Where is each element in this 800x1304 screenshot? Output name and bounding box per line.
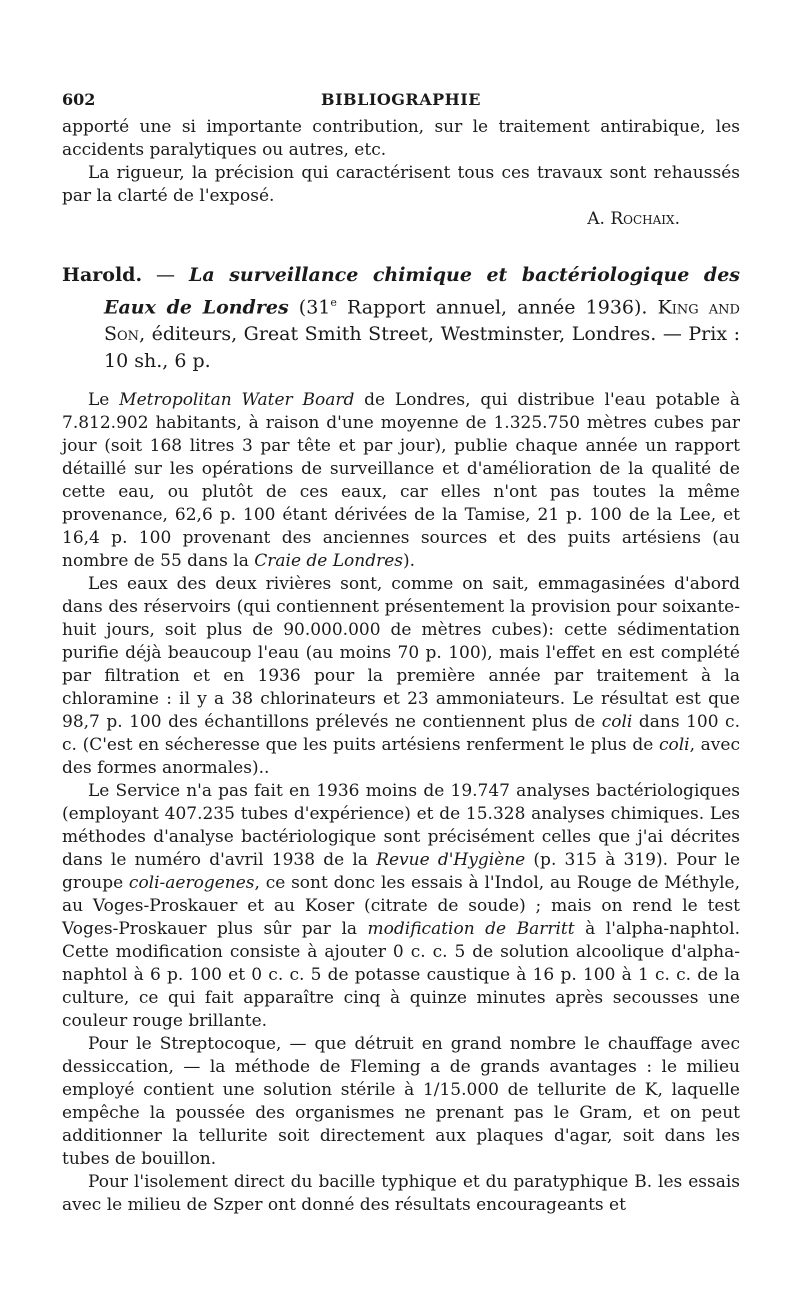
review-paragraph-1 <box>62 389 740 573</box>
text-run: à l'alpha-naphtol. Cette modification consiste à ajouter 0 c. c. 5 de solution alcoolique d'alpha-naphtol à 6 p. 100 et 0 c. c. 5 de potasse caustique à 16 p. 100 à 1 c. c. de la culture, ce qui fait apparaître cinq à quinze minutes après secousses une couleur rouge brillante. <box>62 919 740 1032</box>
entry-detail-a: (31 <box>288 296 331 319</box>
review-paragraph-5: Pour l'isolement direct du bacille typhique et du paratyphique B. les essais avec le milieu de Szper ont donné des résultats encourageants et <box>62 1172 740 1216</box>
italic-run: coli <box>601 712 633 733</box>
page-header <box>62 90 740 116</box>
review-paragraph-4: Pour le Streptocoque, — que détruit en grand nombre le chauffage avec dessiccation, — la méthode de Fleming a de grands avantages : le milieu employé contient une solution stérile à 1/15.000 de tellurite de K, laquelle empêche la poussée des organismes ne prenant pas le Gram, et on peut additionner la tellurite soit directement aux plaques d'agar, soit dans les tubes de bouillon. <box>62 1034 740 1170</box>
italic-run: Craie de Londres <box>254 551 404 572</box>
italic-run: Metropolitan Water Board <box>119 390 355 411</box>
review-paragraph-3 <box>62 780 740 1033</box>
italic-run: modification de Barritt <box>367 919 575 940</box>
signature-line <box>62 208 740 231</box>
previous-review-paragraph: apporté une si importante contribution, sur le traitement antirabique, les accidents paralytiques ou autres, etc. <box>62 117 740 160</box>
book-page <box>62 90 740 1217</box>
text-run: Les eaux des deux rivières sont, comme on sait, emmagasinées d'abord dans des réservoirs (qui contiennent présentement la provision pour soixante-huit jours, soit plus de 90.000.000 de mètres cubes): cette sédimentation purifie déjà beaucoup l'eau (au moins 70 p. 100), mais l'effet en est complété par filtration et en 1936 pour la première année par traitement à la chloramine : il y a 38 chlorinateurs et 23 ammoniateurs. Le résultat est que 98,7 p. 100 des échantillons prélevés ne contiennent plus de <box>62 574 740 733</box>
text-run: , ce sont donc les essais à l'Indol, au Rouge de Méthyle, au Voges-Proskauer et au Koser (citrate de soude) ; mais on rend le test Voges-Proskauer plus sûr par la <box>62 873 740 940</box>
entry-detail-c: , éditeurs, Great Smith Street, Westminster, Londres. — Prix : 10 sh., 6 p. <box>104 323 740 373</box>
entry-publisher: King and Son <box>104 296 740 346</box>
text-run: , avec des formes anormales).. <box>62 735 740 779</box>
entry-dash: — <box>142 264 189 286</box>
bibliography-entry <box>62 262 740 375</box>
running-title: BIBLIOGRAPHIE <box>321 90 481 109</box>
text-run: ). <box>403 551 416 572</box>
entry-detail-superscript: e <box>330 296 337 309</box>
entry-detail-b: Rapport annuel, année 1936). <box>336 296 658 319</box>
text-run: Le Service n'a pas fait en 1936 moins de 19.747 analyses bactériologiques (employant 407.235 tubes d'expérience) et de 15.328 analyses chimiques. Les méthodes d'analyse bactériologique sont précisément celles que j'ai décrites dans le numéro d'avril 1938 de la <box>62 781 740 871</box>
reviewer-signature: A. Rochaix. <box>587 209 680 229</box>
text-run: Le <box>88 390 120 411</box>
italic-run: coli-aerogenes <box>128 873 255 894</box>
previous-review-closing-paragraph: La rigueur, la précision qui caractérisent tous ces travaux sont rehaussés par la clarté de l'exposé. <box>62 163 740 206</box>
review-paragraph-2 <box>62 573 740 780</box>
italic-run: Revue d'Hygiène <box>376 850 526 871</box>
page-number: 602 <box>62 90 96 109</box>
entry-author: Harold. <box>62 264 143 286</box>
text-run: de Londres, qui distribue l'eau potable à 7.812.902 habitants, à raison d'une moyenne de 1.325.750 mètres cubes par jour (soit 168 litres 3 par tête et par jour), publie chaque année un rapport détaillé sur les opérations de surveillance et d'amélioration de la qualité de cette eau, ou plutôt de ces eaux, car elles n'ont pas toutes la même provenance, 62,6 p. 100 étant dérivées de la Tamise, 21 p. 100 de la Lee, et 16,4 p. 100 provenant des anciennes sources et des puits artésiens (au nombre de 55 dans la <box>62 390 740 572</box>
text-run: dans 100 c. c. (C'est en sécheresse que les puits artésiens renferment le plus de <box>62 712 740 756</box>
text-run: (p. 315 à 319). Pour le groupe <box>62 850 740 894</box>
italic-run: coli <box>658 735 690 756</box>
review-body <box>62 389 740 1217</box>
entry-title: La surveillance chimique et bactériologique des Eaux de Londres <box>104 264 740 319</box>
